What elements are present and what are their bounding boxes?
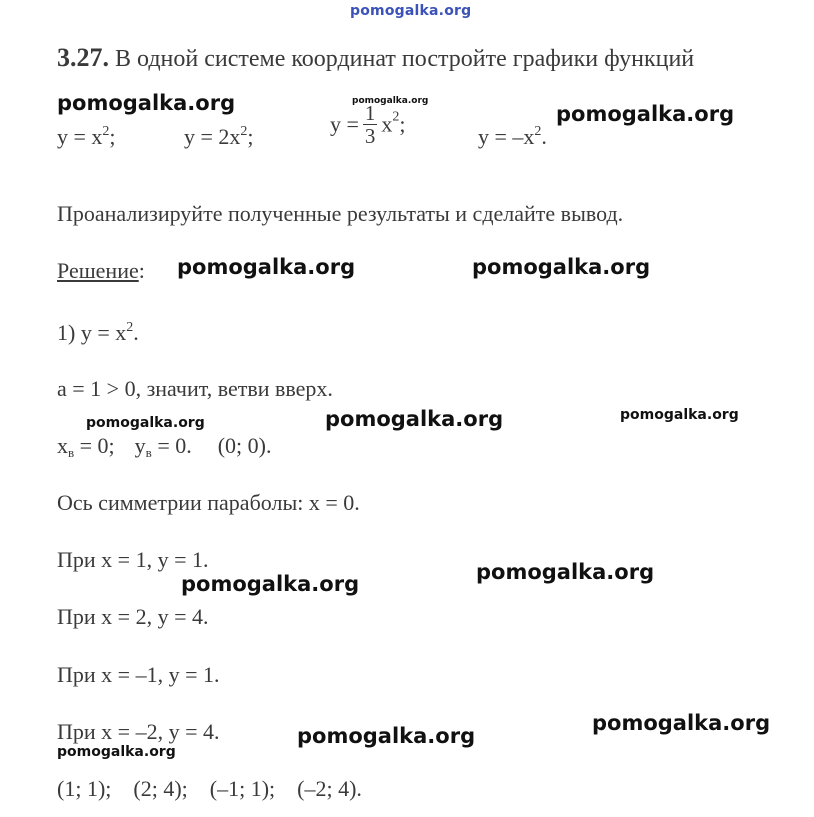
problem-heading — [57, 45, 694, 71]
watermark: pomogalka.org — [57, 91, 236, 115]
watermark: pomogalka.org — [325, 407, 504, 431]
vertex-line: $x_в = 0$; $y_в = 0$. (0; 0). — [57, 433, 272, 460]
problem-text: В одной системе координат постройте графики функций — [115, 46, 695, 72]
points-list: (1; 1); (2; 4); (–1; 1); (–2; 4). — [57, 776, 362, 801]
formula-4: $y = -x^2$. — [478, 124, 547, 149]
watermark: pomogalka.org — [177, 255, 356, 279]
watermark: pomogalka.org — [472, 255, 651, 279]
watermark: pomogalka.org — [57, 744, 176, 760]
watermark: pomogalka.org — [556, 102, 735, 126]
point-3: При x = –1, y = 1. — [57, 662, 220, 687]
axis-text: Ось симметрии параболы: x = 0. — [57, 490, 360, 515]
point-4: При x = –2, y = 4. — [57, 719, 220, 744]
fraction-one-third: $\frac{1}{3}$ — [364, 101, 376, 149]
watermark-top: pomogalka.org — [350, 3, 472, 19]
point-1: При x = 1, y = 1. — [57, 547, 209, 572]
branches-text: a = 1 > 0, значит, ветви вверх. — [57, 376, 333, 401]
formula-3: y = $\frac{1}{3}$ $x^2$; — [330, 101, 406, 149]
task-text: Проанализируйте полученные результаты и сделайте вывод. — [57, 201, 624, 226]
watermark: pomogalka.org — [352, 96, 429, 106]
watermark: pomogalka.org — [86, 415, 205, 431]
watermark: pomogalka.org — [620, 407, 739, 423]
watermark: pomogalka.org — [181, 572, 360, 596]
solution-label: Решение: — [57, 258, 145, 283]
point-2: При x = 2, y = 4. — [57, 604, 209, 629]
formula-2: $y = 2x^2$; — [184, 124, 254, 149]
step-1: 1) $y = x^2$. — [57, 320, 139, 345]
watermark: pomogalka.org — [297, 724, 476, 748]
watermark: pomogalka.org — [592, 711, 771, 735]
formula-1: $y = x^2$; — [57, 124, 116, 149]
problem-number: 3.27. — [57, 43, 109, 72]
watermark: pomogalka.org — [476, 560, 655, 584]
